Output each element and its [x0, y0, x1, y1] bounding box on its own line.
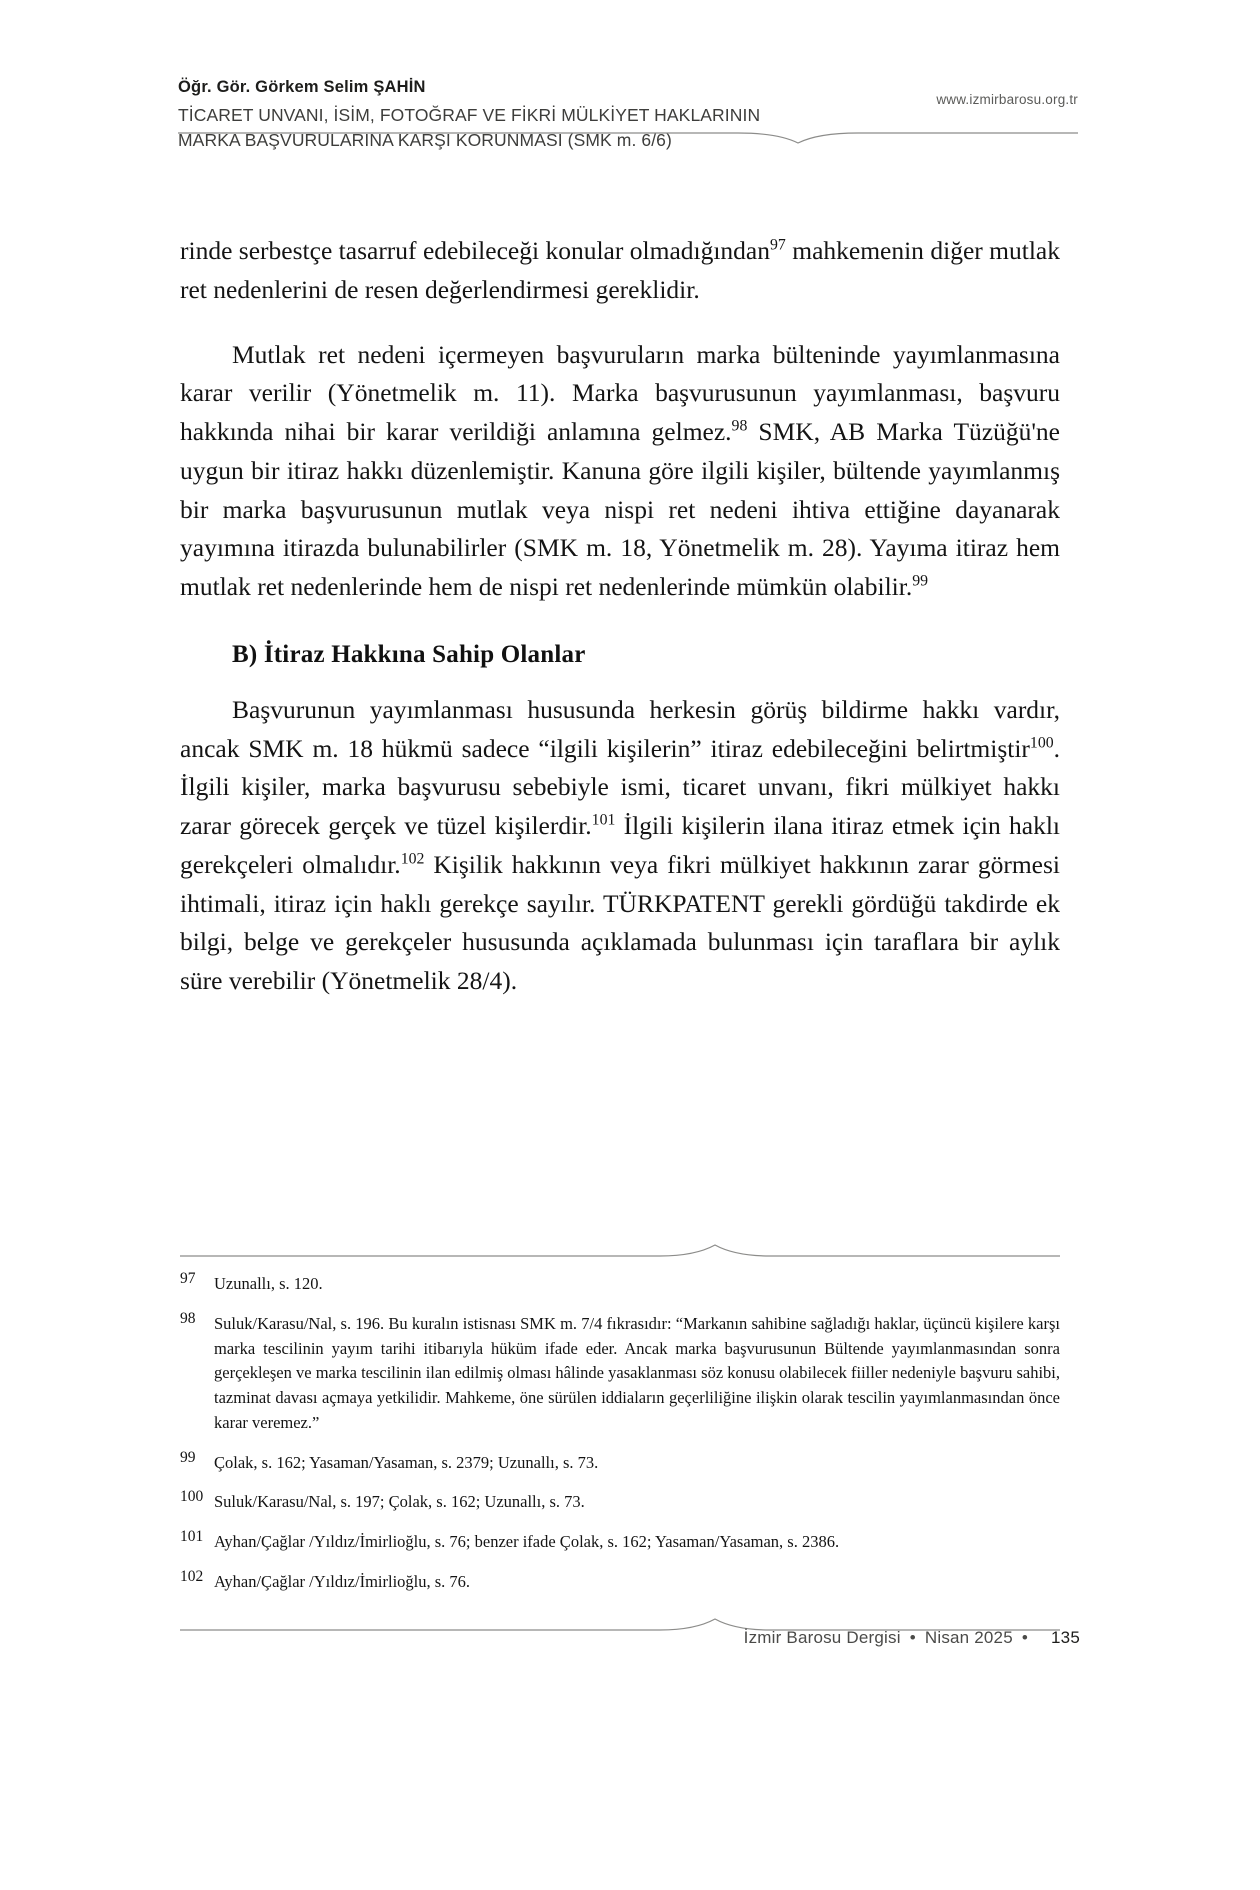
footnote-item	[180, 1268, 1060, 1297]
footnote-ref-101: 101	[591, 811, 616, 829]
footer-separator-2: •	[1021, 1628, 1029, 1647]
paragraph-3-part-a: Başvurunun yayımlanması hususunda herkesin görüş bildirme hakkı vardır, ancak SMK m. 18 hükmü sadece “ilgili kişilerin” itiraz edebileceğini belirtmiştir	[180, 694, 1060, 763]
paragraph-2-part-a: Mutlak ret nedeni içermeyen başvuruların marka bülteninde yayımlanmasına karar verilir (Yönetmelik m. 11). Marka başvurusunun yayımlanması, başvuru hakkında nihai bir karar verildiği anlamına gelmez.	[180, 339, 1060, 446]
paragraph-3-part-b: . İlgili kişiler, marka başvurusu sebebiyle ismi, ticaret unvanı, fikri mülkiyet hakkı zarar görecek gerçek ve tüzel kişilerdir.	[180, 733, 1060, 840]
paragraph-2-part-b: SMK, AB Marka Tüzüğü'ne uygun bir itiraz hakkı düzenlemiştir. Kanuna göre ilgili kişiler, bültende yayımlanmış bir marka başvurusunun mutlak veya nispi ret nedeni ihtiva ettiğine dayanarak yayımına itirazda bulunabilirler (SMK m. 18, Yönetmelik m. 28). Yayıma itiraz hem mutlak ret nedenlerinde hem de nispi ret nedenlerinde mümkün olabilir.	[180, 417, 1061, 601]
footer-page-number: 135	[1051, 1628, 1080, 1647]
footnotes-list	[180, 1268, 1060, 1606]
paragraph-1	[180, 232, 1060, 310]
header-title-line2: MARKA BAŞVURULARINA KARŞI KORUNMASI (SMK m. 6/6)	[178, 130, 672, 151]
footnote-item	[180, 1526, 1060, 1555]
paragraph-1-text: rinde serbestçe tasarruf edebileceği konular olmadığından	[180, 236, 771, 265]
footnote-ref-97: 97	[770, 236, 786, 254]
paragraph-3	[180, 691, 1060, 1001]
footnote-number: 97	[180, 1270, 196, 1287]
paragraph-3-part-d: Kişilik hakkının veya fikri mülkiyet hakkının zarar görmesi ihtimali, itiraz için haklı gerekçe sayılır. TÜRKPATENT gerekli gördüğü takdirde ek bilgi, belge ve gerekçeler hususunda açıklamada bulunması için taraflara bir aylık süre verebilir (Yönetmelik 28/4).	[180, 849, 1060, 995]
footnote-text: Çolak, s. 162; Yasaman/Yasaman, s. 2379; Uzunallı, s. 73.	[214, 1452, 599, 1472]
footnote-ref-98: 98	[731, 417, 748, 435]
paragraph-1-rest: mahkemenin diğer mutlak ret nedenlerini de resen değerlendirmesi gereklidir.	[180, 236, 1060, 304]
footer-journal-name: İzmir Barosu Dergisi	[743, 1628, 901, 1647]
footnote-text: Ayhan/Çağlar /Yıldız/İmirlioğlu, s. 76; benzer ifade Çolak, s. 162; Yasaman/Yasaman, s. 2386.	[214, 1532, 840, 1551]
header-author: Öğr. Gör. Görkem Selim ŞAHİN	[178, 78, 426, 96]
paragraph-2	[180, 336, 1060, 607]
footnote-ref-99: 99	[912, 572, 929, 590]
header-title-line1: TİCARET UNVANI, İSİM, FOTOĞRAF VE FİKRİ MÜLKİYET HAKLARININ	[178, 105, 761, 125]
footnote-item	[180, 1486, 1060, 1515]
footnote-item	[180, 1308, 1060, 1436]
footnote-text: Suluk/Karasu/Nal, s. 196. Bu kuralın istisnası SMK m. 7/4 fıkrasıdır: “Markanın sahibine sağladığı haklar, üçüncü kişilere karşı marka tescilinin yayım tarihi itibarıyla hüküm ifade eder. Ancak marka başvurusunun Bültende yayımlanmasından sonra gerçekleşen ve marka tescilinin ilan edilmiş olması hâlinde yasaklanması söz konusu olabilecek fiiller nedeniyle başvuru sahibi, tazminat davası açmaya yetkilidir. Mahkeme, öne sürülen iddiaların geçerliliğine ilişkin olarak tescilin yayımlanmasından önce karar veremez.”	[214, 1313, 1060, 1432]
footnote-item	[180, 1566, 1060, 1595]
body-content	[180, 232, 1060, 1001]
page-footer	[744, 1628, 1080, 1648]
footnote-number: 100	[180, 1488, 204, 1506]
footnote-number: 98	[180, 1309, 196, 1327]
footer-separator-1: •	[909, 1628, 916, 1647]
paragraph-3-part-c: İlgili kişilerin ilana itiraz etmek için haklı gerekçeleri olmalıdır.	[180, 811, 1060, 879]
footnote-number: 102	[180, 1567, 204, 1585]
footnote-number: 99	[180, 1448, 196, 1466]
footnote-divider-rule	[180, 1243, 1060, 1259]
section-subheading: B) İtiraz Hakkına Sahip Olanlar	[232, 640, 586, 668]
footnote-text: Suluk/Karasu/Nal, s. 197; Çolak, s. 162; Uzunallı, s. 73.	[214, 1492, 585, 1512]
footnote-item	[180, 1447, 1060, 1476]
footnote-text: Uzunallı, s. 120.	[214, 1274, 323, 1293]
header-website-url: www.izmirbarosu.org.tr	[936, 92, 1078, 107]
footnote-number: 101	[180, 1528, 204, 1545]
footer-issue: Nisan 2025	[924, 1628, 1013, 1647]
footnote-ref-102: 102	[400, 850, 425, 868]
header-title	[178, 103, 878, 154]
header-divider-rule	[178, 132, 1078, 146]
footnote-text: Ayhan/Çağlar /Yıldız/İmirlioğlu, s. 76.	[214, 1571, 471, 1591]
footnote-ref-100: 100	[1029, 734, 1054, 751]
paragraph-spacer	[180, 310, 1060, 336]
